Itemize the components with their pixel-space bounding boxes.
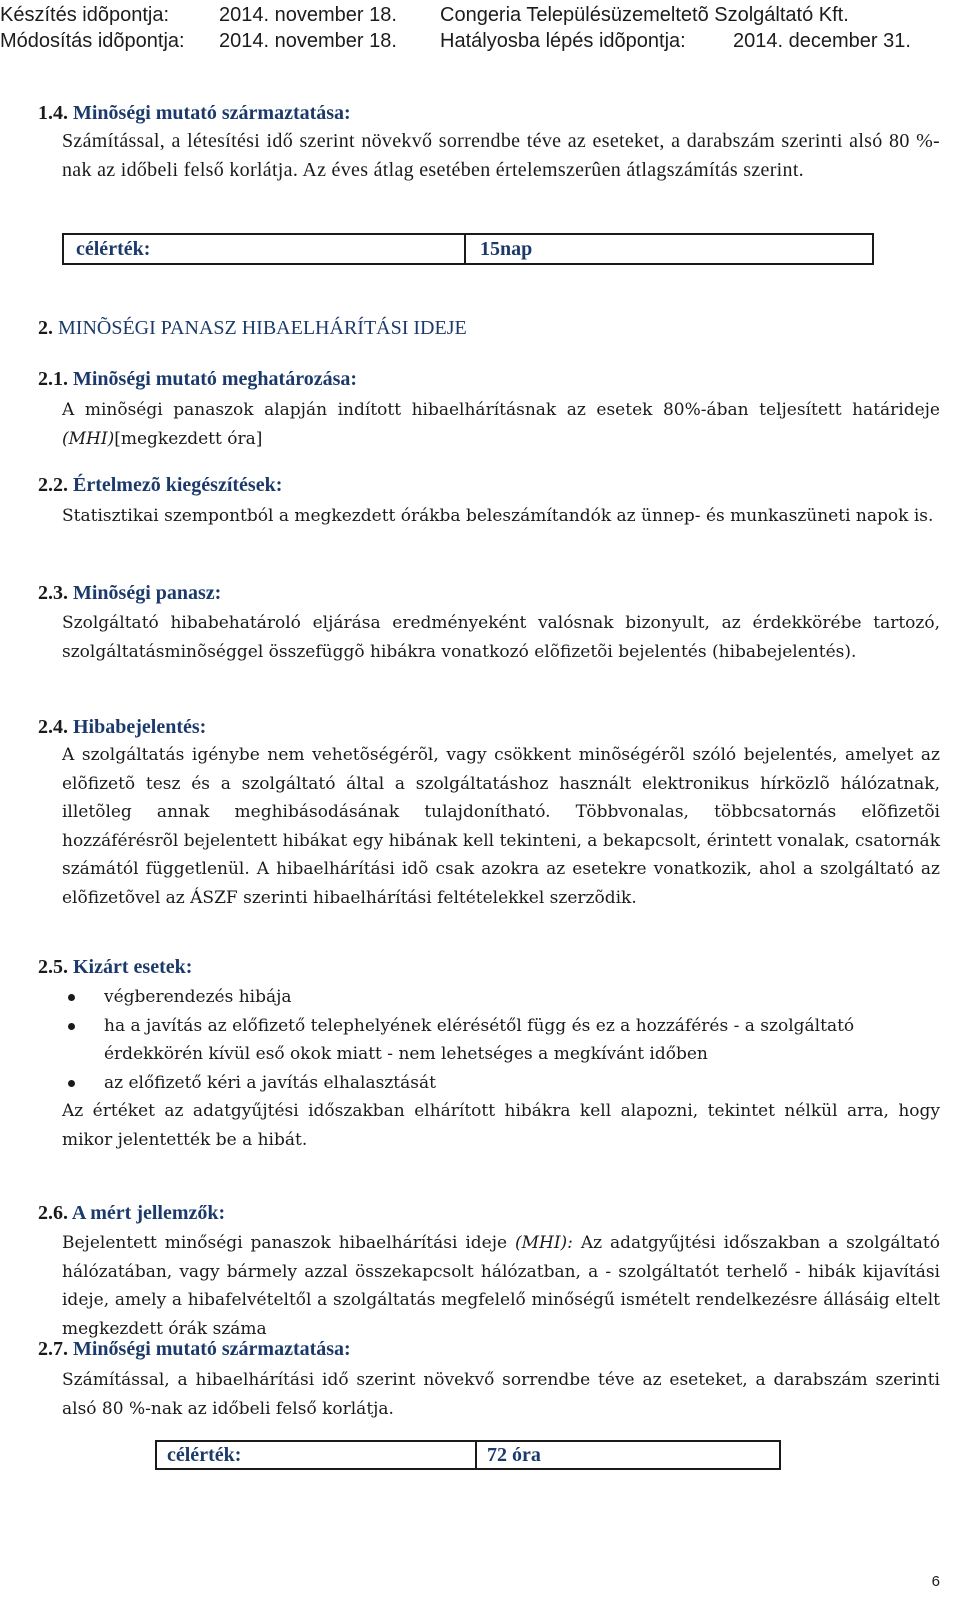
target-value: 72 óra [487,1443,541,1466]
page-number: 6 [931,1573,940,1590]
company-name: Congeria Településüzemeltetõ Szolgáltató Kft. [440,4,849,26]
section-number: 2.3. [38,582,68,604]
section-2-2-body: Statisztikai szempontból a megkezdett órákba beleszámítandók az ünnep- és munkaszüneti napok is. [62,506,934,526]
section-2-3-body: Szolgáltató hibabehatároló eljárása eredményeként valósnak bizonyult, az érdekkörébe tartozó, szolgáltatásminõséggel összefüggõ hibákra vonatkozó elõfizetõi bejelentés (hibabejelentés). [62,613,940,662]
section-2-heading [38,317,467,340]
bullet-icon [68,1023,75,1030]
bullet-icon [68,994,75,1001]
section-2-4-heading [38,716,206,739]
section-2-5-heading [38,956,192,979]
section-2-7-heading [38,1338,351,1361]
effective-date: 2014. december 31. [733,30,911,52]
section-2-2-heading [38,474,282,497]
section-number: 2.1. [38,368,68,390]
list-item-text: az előfizető kéri a javítás elhalasztását [104,1072,436,1093]
header-row-2 [0,28,960,54]
section-title: Minõségi mutató származtatása: [73,102,351,124]
created-label: Készítés idõpontja: [0,4,169,26]
header-row-1 [0,2,960,28]
body-text: Bejelentett minőségi panaszok hibaelhárítási ideje [62,1233,508,1253]
table-divider [464,235,466,263]
section-title: MINÕSÉGI PANASZ HIBAELHÁRÍTÁSI IDEJE [58,317,467,339]
target-value: 15nap [480,237,533,260]
list-item [62,1012,940,1069]
section-2-6-heading [38,1202,225,1225]
section-number: 2.4. [38,716,68,738]
section-2-5-body: Az értéket az adatgyűjtési időszakban elhárított hibákra kell alapozni, tekintet nélkül arra, hogy mikor jelentették be a hibát. [62,1101,940,1150]
target-label: célérték: [76,237,151,260]
section-2-6-body [62,1229,940,1343]
section-title: Minõségi panasz: [73,582,222,604]
section-2-3-heading [38,582,221,605]
section-number: 2.5. [38,956,68,978]
unit-text: [megkezdett óra] [114,428,263,449]
target-label: célérték: [167,1443,242,1466]
bullet-icon [68,1080,75,1087]
section-title: Minőségi mutató származtatása: [73,1338,351,1360]
section-number: 2.6. [38,1202,68,1224]
body-text: A minõségi panaszok alapján indított hibaelhárításnak az esetek 80%-ában teljesített határideje [62,400,940,420]
list-item-text: végberendezés hibája [104,987,292,1007]
target-value-table-2 [155,1440,781,1470]
target-value-table-1 [62,233,874,265]
list-item [62,983,940,1012]
section-1-4-heading [38,102,351,125]
effective-label: Hatályosba lépés idõpontja: [440,30,686,52]
body-text: Az adatgyűjtési időszakban a szolgáltató hálózatában, vagy bármely azzal összekapcsolt hálózatban, a - szolgáltatót terhelő - hibák kijavítási ideje, amely a hibafelvételtől a szolgáltatás megfelelő minőségű ismételt rendelkezésre állásáig eltelt megkezdett órák száma [62,1233,940,1339]
modified-date: 2014. november 18. [219,30,397,52]
section-title: Értelmezõ kiegészítések: [73,474,283,496]
section-number: 2.7. [38,1338,68,1360]
abbreviation: (MHI) [62,428,115,449]
section-2-1-body [62,396,940,453]
excluded-cases-list [62,983,940,1097]
section-title: A mért jellemzők: [71,1202,226,1224]
section-number: 1.4. [38,102,68,124]
modified-label: Módosítás idõpontja: [0,30,185,52]
section-2-1-heading [38,368,357,391]
section-2-7-body: Számítással, a hibaelhárítási idő szerint növekvő sorrendbe téve az eseteket, a darabszám szerinti alsó 80 %-nak az időbeli felső korlátja. [62,1370,940,1419]
abbreviation: (MHI): [514,1233,573,1253]
section-title: Minõségi mutató meghatározása: [73,368,358,390]
section-1-4-body: Számítással, a létesítési idő szerint növekvő sorrendbe téve az eseteket, a darabszám szerinti alsó 80 %-nak az időbeli felső korlátja. Az éves átlag esetében értelemszerûen átlagszámítás szerint. [62,130,940,181]
list-item [62,1069,940,1098]
section-number: 2.2. [38,474,68,496]
list-item-text: ha a javítás az előfizető telephelyének elérésétől függ és ez a hozzáférés - a szolgáltató érdekkörén kívül eső okok miatt - nem lehetséges a megkívánt időben [104,1015,855,1064]
section-title: Kizárt esetek: [73,956,193,978]
created-date: 2014. november 18. [219,4,397,26]
section-2-4-body: A szolgáltatás igénybe nem vehetõségérõl, vagy csökkent minõségérõl szóló bejelentés, amelyet az elõfizetõ tesz és a szolgáltató által a szolgáltatáshoz használt elektronikus hírközlõ hálózatnak, illetõleg annak meghibásodásának tulajdonítható. Többvonalas, többcsatornás elõfizetõi hozzáférésrõl bejelentett hibákat egy hibának kell tekinteni, a bekapcsolt, érintett vonalak, csatornák számától függetlenül. A hibaelhárítási idõ csak azokra az esetekre vonatkozik, ahol a szolgáltató az elõfizetõvel az ÁSZF szerinti hibaelhárítási feltételekkel szerzõdik. [62,745,940,908]
section-title: Hibabejelentés: [73,716,207,738]
table-divider [475,1442,477,1468]
section-number: 2. [38,317,53,339]
